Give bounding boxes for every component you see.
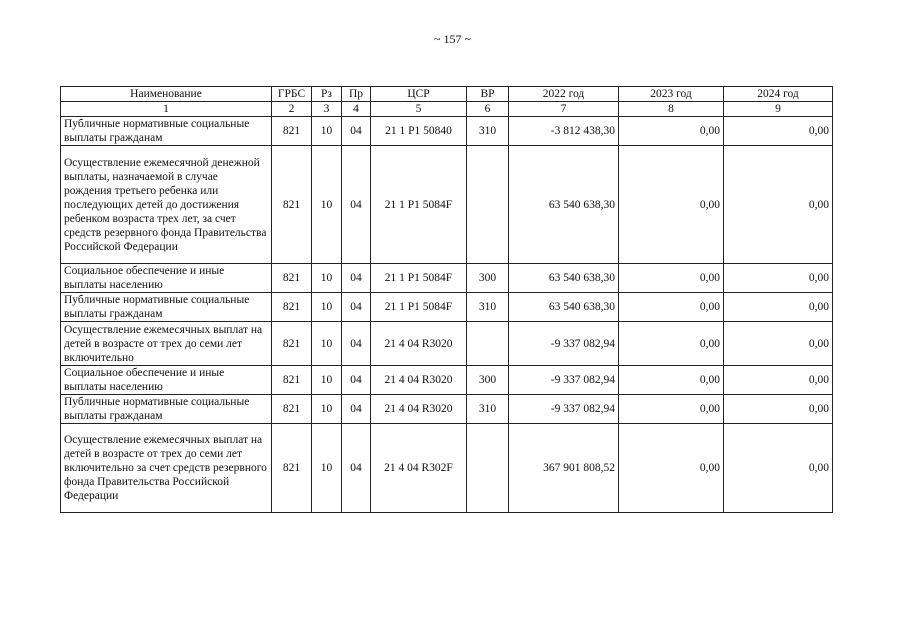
row-2022: -9 337 082,94 (509, 395, 619, 424)
row-rz: 10 (312, 366, 342, 395)
row-vr (467, 424, 509, 513)
table-row (61, 146, 833, 264)
row-vr: 310 (467, 117, 509, 146)
row-2022: -3 812 438,30 (509, 117, 619, 146)
table-row (61, 424, 833, 513)
row-2024: 0,00 (724, 293, 833, 322)
budget-table (60, 86, 833, 513)
column-number: 8 (619, 102, 724, 117)
row-grbs: 821 (272, 424, 312, 513)
header-grbs: ГРБС (272, 87, 312, 102)
header-vr: ВР (467, 87, 509, 102)
row-grbs: 821 (272, 264, 312, 293)
row-2024: 0,00 (724, 424, 833, 513)
row-name: Осуществление ежемесячных выплат на детей в возрасте от трех до семи лет включительно (61, 322, 272, 366)
row-2023: 0,00 (619, 146, 724, 264)
row-vr: 310 (467, 395, 509, 424)
row-pr: 04 (342, 366, 371, 395)
row-2023: 0,00 (619, 322, 724, 366)
row-csr: 21 4 04 R3020 (371, 395, 467, 424)
row-csr: 21 1 P1 5084F (371, 293, 467, 322)
row-rz: 10 (312, 322, 342, 366)
row-vr: 300 (467, 264, 509, 293)
row-2023: 0,00 (619, 264, 724, 293)
row-pr: 04 (342, 117, 371, 146)
row-grbs: 821 (272, 117, 312, 146)
row-pr: 04 (342, 293, 371, 322)
row-rz: 10 (312, 395, 342, 424)
column-number: 7 (509, 102, 619, 117)
row-vr: 310 (467, 293, 509, 322)
row-2022: -9 337 082,94 (509, 366, 619, 395)
row-name: Публичные нормативные социальные выплаты гражданам (61, 395, 272, 424)
row-grbs: 821 (272, 395, 312, 424)
column-number: 5 (371, 102, 467, 117)
row-2024: 0,00 (724, 322, 833, 366)
page-number: ~ 157 ~ (434, 32, 471, 46)
row-pr: 04 (342, 424, 371, 513)
header-pr: Пр (342, 87, 371, 102)
row-rz: 10 (312, 146, 342, 264)
column-number-row (61, 102, 833, 117)
column-number: 2 (272, 102, 312, 117)
row-2023: 0,00 (619, 424, 724, 513)
header-2022: 2022 год (509, 87, 619, 102)
row-pr: 04 (342, 322, 371, 366)
row-2023: 0,00 (619, 395, 724, 424)
table-row (61, 117, 833, 146)
row-csr: 21 1 P1 5084F (371, 146, 467, 264)
row-2022: 63 540 638,30 (509, 293, 619, 322)
column-number: 3 (312, 102, 342, 117)
table-row (61, 264, 833, 293)
row-2022: 63 540 638,30 (509, 146, 619, 264)
row-vr: 300 (467, 366, 509, 395)
header-csr: ЦСР (371, 87, 467, 102)
row-pr: 04 (342, 264, 371, 293)
row-csr: 21 4 04 R3020 (371, 366, 467, 395)
row-rz: 10 (312, 117, 342, 146)
row-csr: 21 1 P1 50840 (371, 117, 467, 146)
table-header (61, 87, 833, 117)
row-name: Социальное обеспечение и иные выплаты населению (61, 366, 272, 395)
column-number: 4 (342, 102, 371, 117)
table-row (61, 322, 833, 366)
row-2024: 0,00 (724, 146, 833, 264)
header-row (61, 87, 833, 102)
row-csr: 21 4 04 R3020 (371, 322, 467, 366)
row-pr: 04 (342, 395, 371, 424)
header-rz: Рз (312, 87, 342, 102)
table-row (61, 395, 833, 424)
row-rz: 10 (312, 424, 342, 513)
table-row (61, 293, 833, 322)
column-number: 9 (724, 102, 833, 117)
table-row (61, 366, 833, 395)
row-vr (467, 322, 509, 366)
row-grbs: 821 (272, 322, 312, 366)
row-name: Публичные нормативные социальные выплаты гражданам (61, 293, 272, 322)
row-2024: 0,00 (724, 264, 833, 293)
row-grbs: 821 (272, 366, 312, 395)
row-2024: 0,00 (724, 395, 833, 424)
row-rz: 10 (312, 264, 342, 293)
row-vr (467, 146, 509, 264)
row-name: Осуществление ежемесячных выплат на детей в возрасте от трех до семи лет включительно за счет средств резервного фонда Правительства Российской Федерации (61, 424, 272, 513)
row-2024: 0,00 (724, 117, 833, 146)
row-2024: 0,00 (724, 366, 833, 395)
row-rz: 10 (312, 293, 342, 322)
row-2022: 367 901 808,52 (509, 424, 619, 513)
row-name: Осуществление ежемесячной денежной выплаты, назначаемой в случае рождения третьего ребенка или последующих детей до достижения ребенком возраста трех лет, за счет средств резервного фонда Правительства Российской Федерации (61, 146, 272, 264)
column-number: 6 (467, 102, 509, 117)
row-2022: 63 540 638,30 (509, 264, 619, 293)
table-body (61, 117, 833, 513)
column-number: 1 (61, 102, 272, 117)
row-grbs: 821 (272, 146, 312, 264)
row-2023: 0,00 (619, 117, 724, 146)
row-grbs: 821 (272, 293, 312, 322)
header-name: Наименование (61, 87, 272, 102)
row-2023: 0,00 (619, 293, 724, 322)
row-csr: 21 1 P1 5084F (371, 264, 467, 293)
row-name: Социальное обеспечение и иные выплаты населению (61, 264, 272, 293)
row-csr: 21 4 04 R302F (371, 424, 467, 513)
header-2024: 2024 год (724, 87, 833, 102)
row-2023: 0,00 (619, 366, 724, 395)
row-2022: -9 337 082,94 (509, 322, 619, 366)
row-name: Публичные нормативные социальные выплаты гражданам (61, 117, 272, 146)
row-pr: 04 (342, 146, 371, 264)
header-2023: 2023 год (619, 87, 724, 102)
